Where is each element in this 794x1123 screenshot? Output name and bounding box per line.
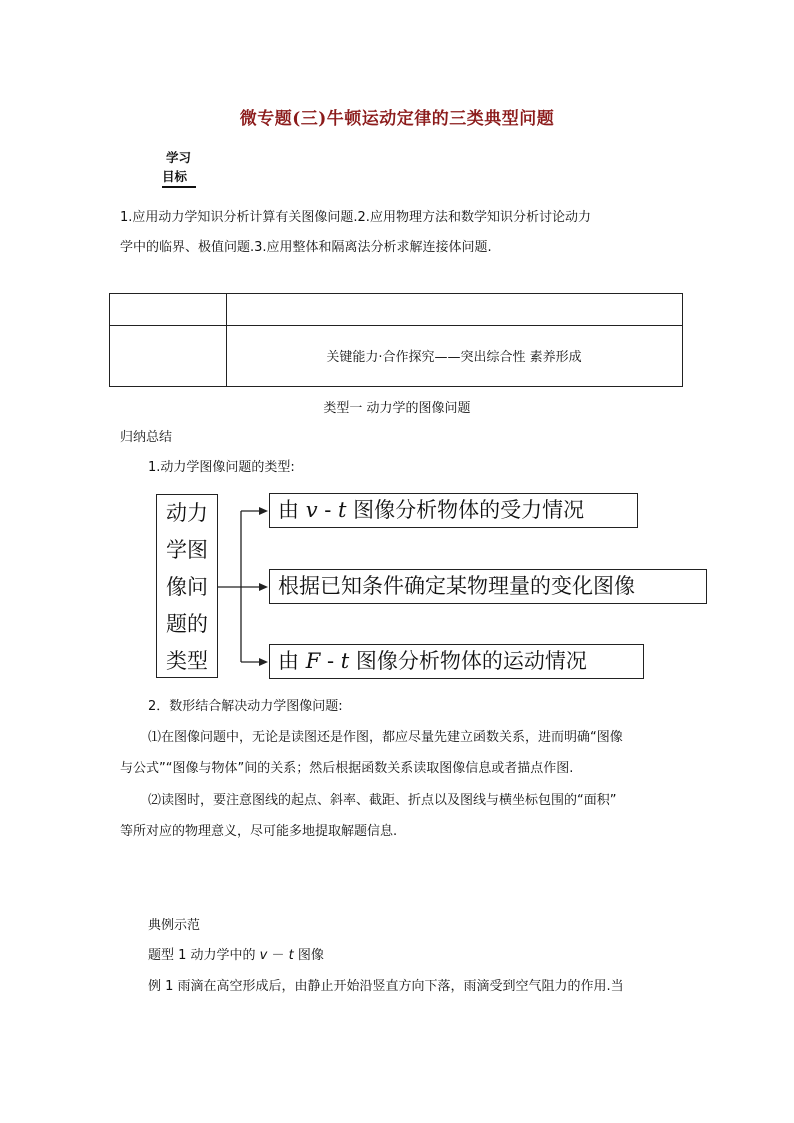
left-box-line: 题的 [166,612,208,636]
box3-prefix: 由 [278,649,306,673]
topic1-suffix: 图像 [293,948,324,963]
example1-text: 例 1 雨滴在高空形成后，由静止开始沿竖直方向下落，雨滴受到空气阻力的作用.当 [148,979,624,994]
topic1-var-t: t [288,948,294,963]
topic1-dash: － [267,948,289,963]
example-heading: 典例示范 [148,918,201,933]
box1-suffix: 图像分析物体的受力情况 [346,498,585,522]
box1-var-t: t [338,498,347,522]
type-heading: 类型一 动力学的图像问题 [323,401,471,416]
page-title: 微专题(三)牛顿运动定律的三类典型问题 [239,109,555,129]
left-box-line: 类型 [166,649,208,673]
table-cell-text: 关键能力·合作探究——突出综合性 素养形成 [326,350,582,365]
topic1-prefix: 题型 1 动力学中的 [148,948,260,963]
point2: 2．数形结合解决动力学图像问题: [148,699,343,714]
objectives-line2: 学中的临界、极值问题.3.应用整体和隔离法分析求解连接体问题. [120,240,492,255]
left-box-line: 动力 [166,501,208,525]
topic1-var-v: v [259,948,268,963]
topic1-heading [148,942,713,970]
diagram-box-ft [269,644,644,679]
diagram-left-box [156,494,218,678]
sub2-line1: ⑵读图时，要注意图线的起点、斜率、截距、折点以及图线与横坐标包围的“面积” [148,793,617,808]
box2-text: 根据已知条件确定某物理量的变化图像 [278,574,635,598]
box3-suffix: 图像分析物体的运动情况 [349,649,587,673]
left-box-line: 像问 [166,575,208,599]
diagram-box-physical-quantity [269,569,707,604]
sub2-line2: 等所对应的物理意义，尽可能多地提取解题信息. [120,824,398,839]
summary-heading: 归纳总结 [120,430,173,445]
badge-line2: 目标 [162,169,188,184]
box1-var-v: v [305,498,318,522]
point1: 1.动力学图像问题的类型: [148,460,295,475]
box1-prefix: 由 [278,498,306,522]
badge-line1: 学习 [166,150,192,165]
objectives-line1: 1.应用动力学知识分析计算有关图像问题.2.应用物理方法和数学知识分析讨论动力 [120,210,591,225]
diagram-box-vt [269,493,638,528]
box3-dash: - [320,649,341,673]
box1-dash: - [317,498,339,522]
left-box-line: 学图 [166,538,208,562]
sub1-line2: 与公式”“图像与物体”间的关系；然后根据函数关系读取图像信息或者描点作图. [120,761,574,776]
sub1-line1: ⑴在图像问题中，无论是读图还是作图，都应尽量先建立函数关系，进而明确“图像 [148,730,623,745]
box3-var-t: t [340,649,350,673]
box3-var-f: F [305,649,321,673]
